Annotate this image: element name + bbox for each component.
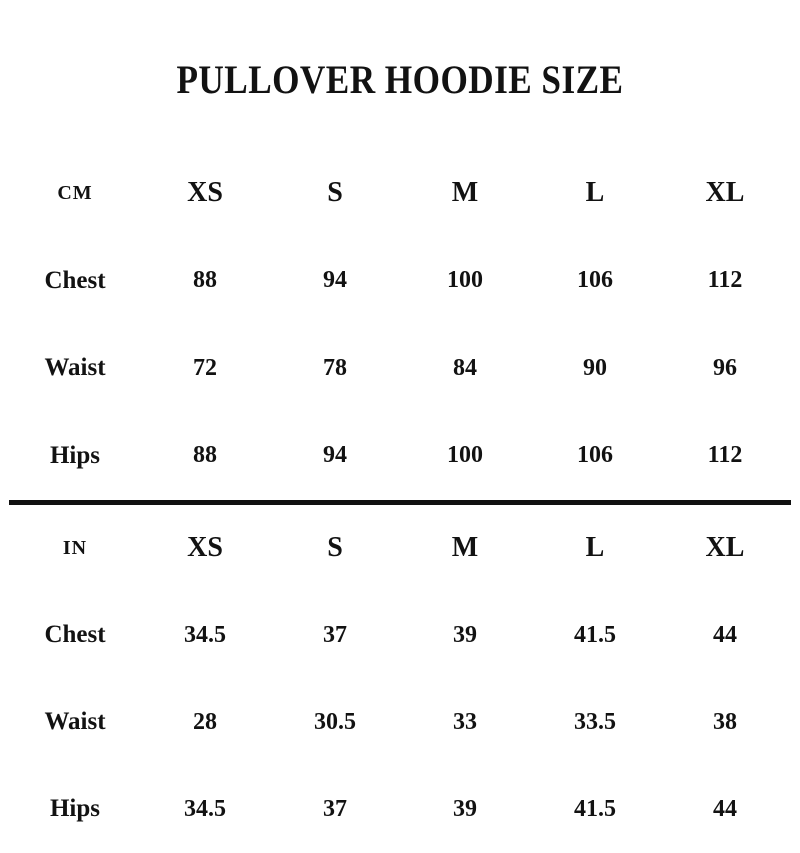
unit-label-in: IN	[62, 536, 88, 559]
value-in-chest-xl: 44	[713, 621, 737, 648]
value-cm-chest-m: 100	[447, 267, 483, 294]
value-cm-waist-s: 78	[323, 354, 347, 381]
row-label-hips: Hips	[49, 795, 101, 823]
page-title-text: PULLOVER HOODIE SIZE	[176, 57, 624, 103]
row-label-chest: Chest	[44, 266, 106, 294]
size-header-m: M	[451, 177, 479, 209]
value-cm-hips-xl: 112	[707, 442, 743, 469]
row-label-waist: Waist	[44, 708, 106, 736]
value-cm-waist-m: 84	[453, 354, 477, 381]
value-cm-chest-xs: 88	[193, 267, 217, 294]
size-header-xl: XL	[705, 532, 745, 564]
value-in-waist-xs: 28	[193, 708, 217, 735]
size-header-xs: XS	[187, 532, 223, 564]
value-cm-chest-xl: 112	[707, 267, 743, 294]
value-cm-waist-l: 90	[583, 354, 607, 381]
size-header-xl: XL	[705, 177, 745, 209]
value-in-chest-s: 37	[323, 621, 347, 648]
value-cm-chest-s: 94	[323, 267, 347, 294]
size-table-cm	[10, 150, 790, 500]
value-in-hips-s: 37	[323, 795, 347, 822]
size-header-s: S	[327, 532, 343, 564]
value-in-hips-xs: 34.5	[184, 795, 226, 822]
size-header-s: S	[327, 177, 343, 209]
value-in-waist-s: 30.5	[314, 708, 356, 735]
value-in-hips-xl: 44	[713, 795, 737, 822]
value-in-chest-xs: 34.5	[184, 621, 226, 648]
size-header-l: L	[585, 177, 605, 209]
value-cm-hips-m: 100	[447, 442, 483, 469]
value-in-waist-l: 33.5	[574, 708, 616, 735]
value-cm-waist-xs: 72	[193, 354, 217, 381]
page-title	[0, 27, 800, 123]
size-header-m: M	[451, 532, 479, 564]
unit-label-cm: CM	[57, 181, 93, 204]
size-header-l: L	[585, 532, 605, 564]
value-in-waist-xl: 38	[713, 708, 737, 735]
row-label-waist: Waist	[44, 354, 106, 382]
value-cm-hips-l: 106	[577, 442, 613, 469]
value-cm-chest-l: 106	[577, 267, 613, 294]
row-label-hips: Hips	[49, 441, 101, 469]
row-label-chest: Chest	[44, 621, 106, 649]
value-in-chest-m: 39	[453, 621, 477, 648]
size-table-in	[10, 505, 790, 853]
value-cm-hips-xs: 88	[193, 442, 217, 469]
value-in-waist-m: 33	[453, 708, 477, 735]
value-cm-hips-s: 94	[323, 442, 347, 469]
value-in-hips-m: 39	[453, 795, 477, 822]
value-in-hips-l: 41.5	[574, 795, 616, 822]
size-header-xs: XS	[187, 177, 223, 209]
value-in-chest-l: 41.5	[574, 621, 616, 648]
size-chart-sheet	[0, 27, 800, 827]
value-cm-waist-xl: 96	[713, 354, 737, 381]
